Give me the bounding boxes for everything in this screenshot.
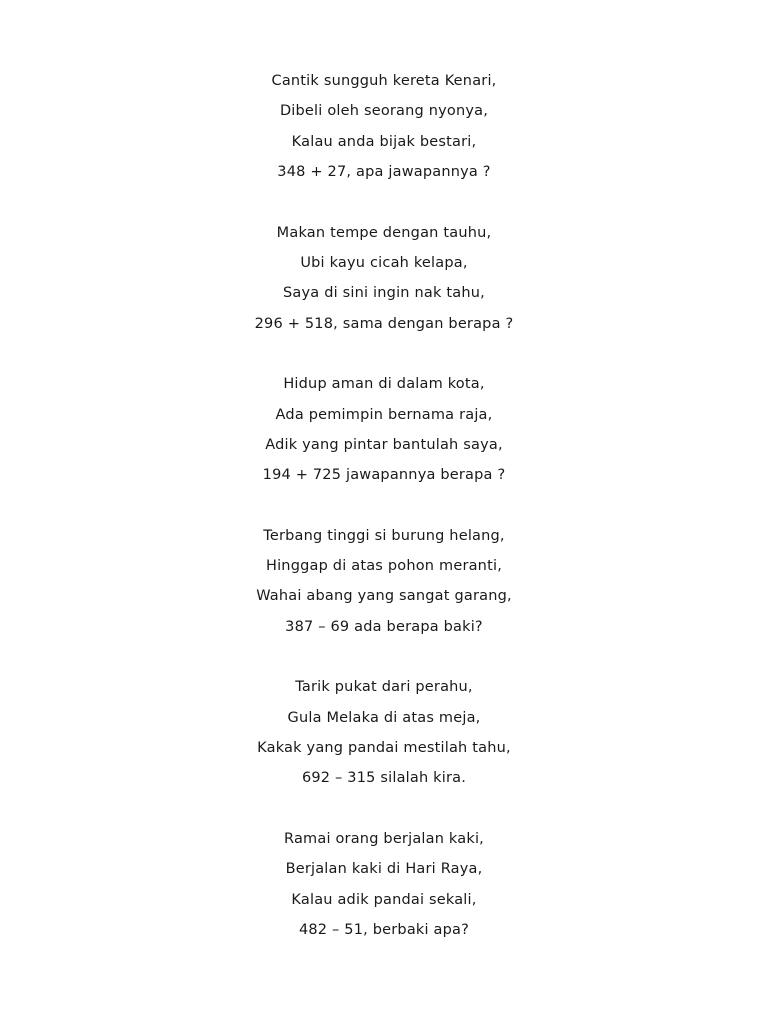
- math-question-line: 296 + 518, sama dengan berapa ?: [254, 315, 514, 332]
- math-question-line: 194 + 725 jawapannya berapa ?: [262, 467, 506, 484]
- verse-line: Adik yang pintar bantulah saya,: [265, 436, 503, 453]
- verse-line: Makan tempe dengan tauhu,: [276, 224, 492, 241]
- pantun-list: [0, 66, 768, 975]
- verse-line: Ada pemimpin bernama raja,: [275, 406, 493, 423]
- verse-line: Ramai orang berjalan kaki,: [284, 830, 484, 847]
- stanza-4: [0, 521, 768, 643]
- verse-line: Tarik pukat dari perahu,: [295, 679, 473, 696]
- math-question-line: 482 – 51, berbaki apa?: [298, 921, 470, 938]
- verse-line: Cantik sungguh kereta Kenari,: [271, 73, 497, 89]
- verse-line: Hinggap di atas pohon meranti,: [265, 558, 503, 575]
- verse-line: Dibeli oleh seorang nyonya,: [279, 103, 489, 120]
- stanza-1: [0, 66, 768, 188]
- verse-line: Hidup aman di dalam kota,: [283, 376, 485, 393]
- verse-line: Kalau adik pandai sekali,: [291, 891, 477, 908]
- verse-line: Saya di sini ingin nak tahu,: [283, 285, 485, 302]
- verse-line: Ubi kayu cicah kelapa,: [300, 254, 468, 271]
- verse-line: Kakak yang pandai mestilah tahu,: [257, 740, 511, 757]
- verse-line: Terbang tinggi si burung helang,: [263, 527, 505, 544]
- stanza-5: [0, 672, 768, 794]
- verse-line: Berjalan kaki di Hari Raya,: [285, 861, 483, 878]
- math-question-line: 692 – 315 silalah kira.: [301, 770, 467, 787]
- stanza-6: [0, 824, 768, 946]
- math-question-line: 348 + 27, apa jawapannya ?: [277, 164, 491, 181]
- verse-line: Gula Melaka di atas meja,: [287, 709, 481, 726]
- verse-line: Wahai abang yang sangat garang,: [256, 588, 512, 605]
- stanza-2: [0, 218, 768, 340]
- stanza-3: [0, 369, 768, 491]
- verse-line: Kalau anda bijak bestari,: [291, 133, 477, 150]
- math-question-line: 387 – 69 ada berapa baki?: [285, 618, 483, 635]
